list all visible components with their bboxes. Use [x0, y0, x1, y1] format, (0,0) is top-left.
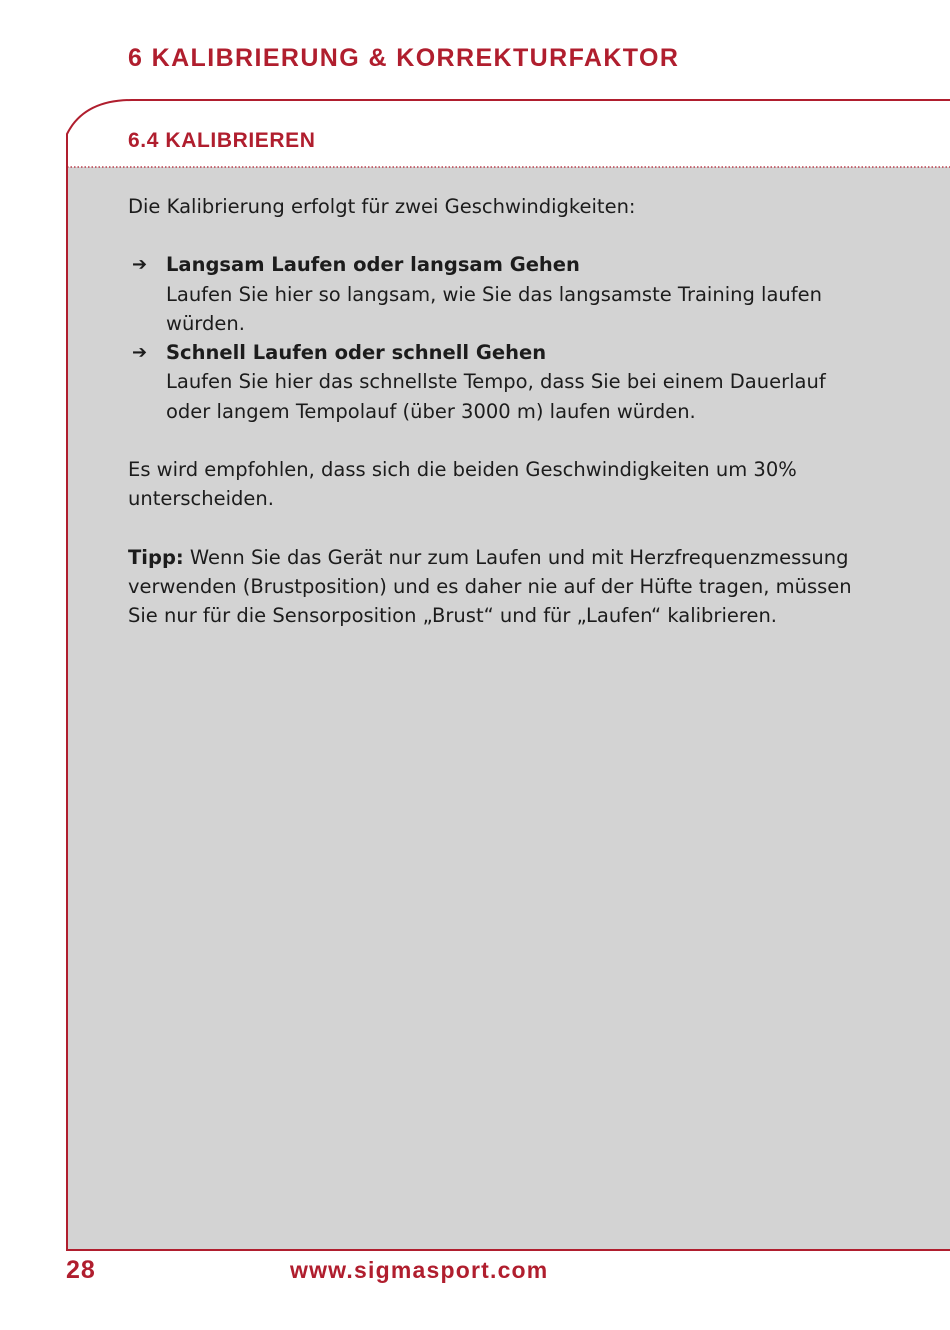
section-title: 6.4 KALIBRIEREN: [128, 129, 316, 152]
bullet-item: [128, 338, 868, 426]
bullet-item: [128, 250, 868, 338]
footer-url[interactable]: www.sigmasport.com: [290, 1257, 549, 1283]
tip-paragraph: [128, 543, 868, 631]
tip-label: Tipp:: [128, 545, 184, 569]
tip-text: Wenn Sie das Gerät nur zum Laufen und mit Herzfrequenzmessung verwenden (Brustposition) und es daher nie auf der Hüfte tragen, müssen Sie nur für die Sensorposition „Brust“ und für „Laufen“ kalibrieren.: [128, 545, 852, 628]
page-content: [128, 192, 868, 631]
bullet-title: Langsam Laufen oder langsam Gehen: [166, 253, 580, 277]
bullet-title: Schnell Laufen oder schnell Gehen: [166, 341, 547, 365]
bullet-text: Laufen Sie hier das schnellste Tempo, dass Sie bei einem Dauerlauf oder langem Tempolauf (über 3000 m) laufen würden.: [166, 370, 826, 423]
arrow-right-icon: ➔: [132, 254, 148, 276]
intro-text: Die Kalibrierung erfolgt für zwei Geschwindigkeiten:: [128, 195, 636, 218]
recommendation-text: Es wird empfohlen, dass sich die beiden Geschwindigkeiten um 30% unterscheiden.: [128, 458, 797, 511]
chapter-title: 6 KALIBRIERUNG & KORREKTURFAKTOR: [128, 44, 680, 72]
page-number: 28: [66, 1256, 96, 1284]
arrow-right-icon: ➔: [132, 342, 148, 364]
bullet-text: Laufen Sie hier so langsam, wie Sie das langsamste Training laufen würden.: [166, 282, 823, 335]
